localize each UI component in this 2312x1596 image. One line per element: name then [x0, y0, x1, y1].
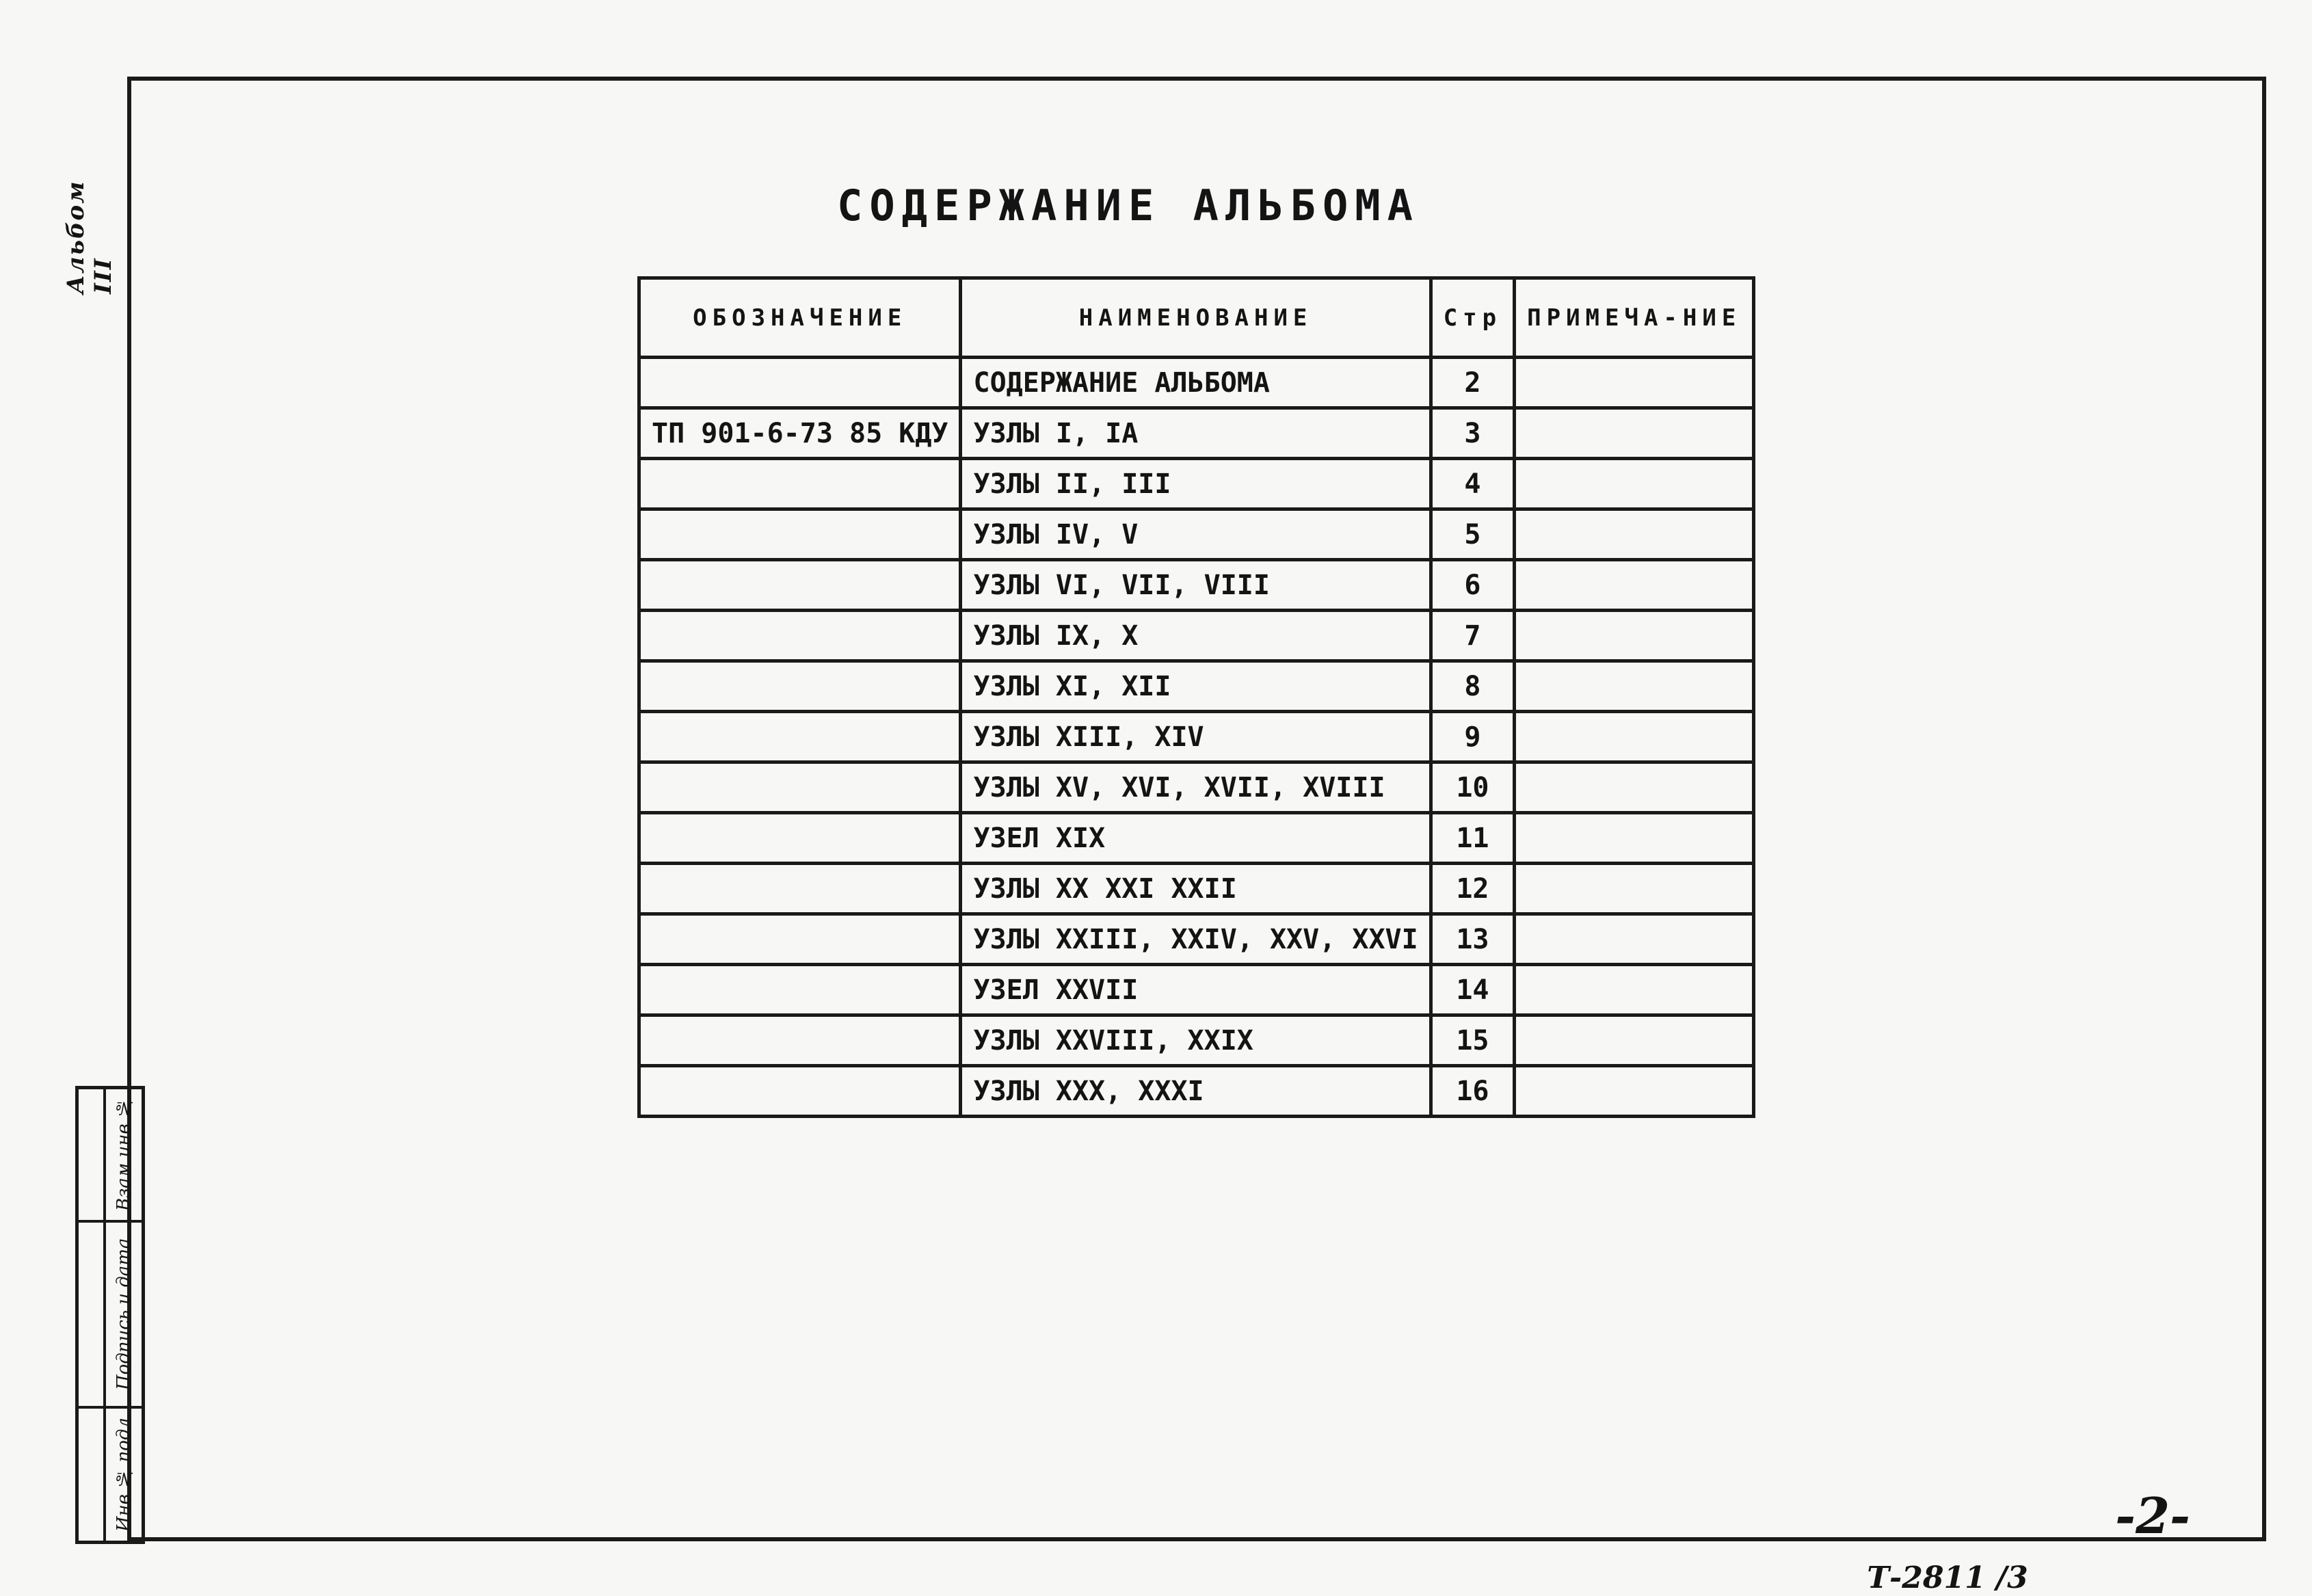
table-row: [639, 408, 1754, 459]
cell-name: УЗЛЫ I, IА: [961, 408, 1431, 459]
table-row: [639, 1066, 1754, 1117]
table-header-row: [639, 278, 1754, 358]
table-row: [639, 560, 1754, 611]
table-row: [639, 661, 1754, 712]
cell-page: 10: [1431, 762, 1514, 813]
cell-note: [1515, 560, 1754, 611]
header-note: ПРИМЕЧА-НИЕ: [1515, 278, 1754, 358]
cell-page: 3: [1431, 408, 1514, 459]
cell-name: УЗЛЫ XXX, XXXI: [961, 1066, 1431, 1117]
cell-note: [1515, 408, 1754, 459]
cell-code: [639, 509, 961, 560]
cell-page: 5: [1431, 509, 1514, 560]
cell-name: УЗЛЫ IV, V: [961, 509, 1431, 560]
cell-name: УЗЛЫ XX XXI XXII: [961, 864, 1431, 914]
cell-note: [1515, 611, 1754, 661]
table-row: [639, 358, 1754, 408]
cell-page: 2: [1431, 358, 1514, 408]
cell-code: [639, 965, 961, 1015]
cell-code: [639, 762, 961, 813]
table-body: [639, 358, 1754, 1117]
margin-stamp: [75, 1086, 145, 1544]
cell-code: [639, 813, 961, 864]
table-row: [639, 712, 1754, 762]
cell-note: [1515, 358, 1754, 408]
cell-note: [1515, 914, 1754, 965]
table-row: [639, 762, 1754, 813]
cell-page: 6: [1431, 560, 1514, 611]
cell-code: [639, 712, 961, 762]
cell-name: УЗЛЫ II, III: [961, 459, 1431, 509]
cell-code: [639, 459, 961, 509]
stamp-label-signature-date: Подпись и дата: [114, 1238, 134, 1391]
cell-code: [639, 864, 961, 914]
cell-note: [1515, 1015, 1754, 1066]
stamp-label-replaced-inv: Взам инв №: [114, 1098, 134, 1212]
cell-note: [1515, 661, 1754, 712]
cell-name: УЗЛЫ IX, X: [961, 611, 1431, 661]
stamp-field-replaced-inv: [79, 1089, 106, 1223]
cell-page: 13: [1431, 914, 1514, 965]
table-row: [639, 611, 1754, 661]
header-page: Стр: [1431, 278, 1514, 358]
page-title: СОДЕРЖАНИЕ АЛЬБОМА: [837, 180, 1420, 230]
cell-name: УЗЛЫ VI, VII, VIII: [961, 560, 1431, 611]
cell-page: 11: [1431, 813, 1514, 864]
stamp-field-inv-original: [79, 1409, 106, 1541]
cell-name: УЗЛЫ XXVIII, XXIX: [961, 1015, 1431, 1066]
cell-note: [1515, 1066, 1754, 1117]
cell-page: 14: [1431, 965, 1514, 1015]
cell-note: [1515, 762, 1754, 813]
header-name: НАИМЕНОВАНИЕ: [961, 278, 1431, 358]
cell-page: 4: [1431, 459, 1514, 509]
cell-name: УЗЛЫ XV, XVI, XVII, XVIII: [961, 762, 1431, 813]
table-row: [639, 1015, 1754, 1066]
cell-name: УЗЕЛ XXVII: [961, 965, 1431, 1015]
cell-page: 9: [1431, 712, 1514, 762]
header-code: ОБОЗНАЧЕНИЕ: [639, 278, 961, 358]
cell-page: 7: [1431, 611, 1514, 661]
cell-name: УЗЕЛ XIX: [961, 813, 1431, 864]
cell-note: [1515, 712, 1754, 762]
cell-name: УЗЛЫ XIII, XIV: [961, 712, 1431, 762]
cell-note: [1515, 864, 1754, 914]
cell-code: [639, 611, 961, 661]
cell-code: [639, 914, 961, 965]
stamp-field-signature-date: [79, 1223, 106, 1409]
stamp-label-inv-original: Инв № подл: [114, 1418, 134, 1532]
document-code: Т-2811 /3: [1867, 1560, 2028, 1595]
cell-name: УЗЛЫ XI, XII: [961, 661, 1431, 712]
cell-note: [1515, 509, 1754, 560]
contents-table: [637, 276, 1755, 1118]
cell-page: 12: [1431, 864, 1514, 914]
cell-code: [639, 661, 961, 712]
table-row: [639, 813, 1754, 864]
cell-page: 16: [1431, 1066, 1514, 1117]
table-row: [639, 459, 1754, 509]
cell-code: [639, 1015, 961, 1066]
cell-note: [1515, 813, 1754, 864]
table-row: [639, 864, 1754, 914]
page-number: -2-: [2115, 1486, 2190, 1545]
cell-name: СОДЕРЖАНИЕ АЛЬБОМА: [961, 358, 1431, 408]
cell-code: ТП 901-6-73 85 КДУ: [639, 408, 961, 459]
cell-note: [1515, 965, 1754, 1015]
table-row: [639, 914, 1754, 965]
cell-code: [639, 1066, 961, 1117]
cell-code: [639, 358, 961, 408]
cell-page: 8: [1431, 661, 1514, 712]
cell-page: 15: [1431, 1015, 1514, 1066]
table-row: [639, 509, 1754, 560]
cell-code: [639, 560, 961, 611]
cell-note: [1515, 459, 1754, 509]
table-row: [639, 965, 1754, 1015]
album-label: Альбом III: [62, 180, 117, 294]
cell-name: УЗЛЫ XXIII, XXIV, XXV, XXVI: [961, 914, 1431, 965]
